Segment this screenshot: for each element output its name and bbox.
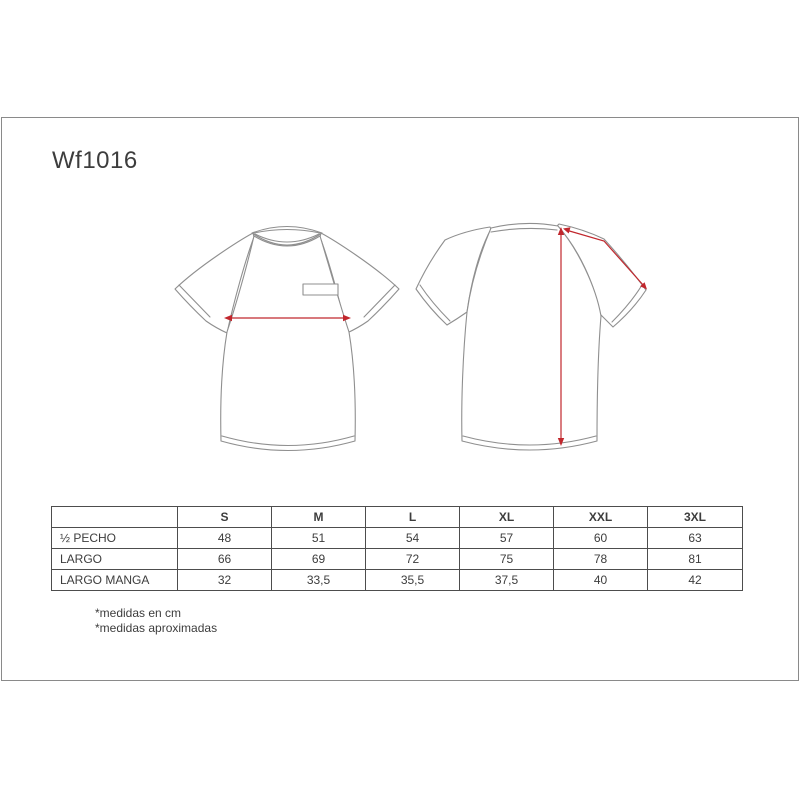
cell-value: 37,5 xyxy=(460,570,554,591)
row-label-half-chest: ½ PECHO xyxy=(52,528,178,549)
cell-value: 54 xyxy=(366,528,460,549)
cell-value: 66 xyxy=(178,549,272,570)
footnote-units: *medidas en cm xyxy=(95,606,182,620)
cell-value: 57 xyxy=(460,528,554,549)
cell-value: 48 xyxy=(178,528,272,549)
product-code-title: Wf1016 xyxy=(52,147,138,174)
size-column-header-m: M xyxy=(272,507,366,528)
cell-value: 63 xyxy=(648,528,743,549)
front-tshirt-drawing xyxy=(175,227,399,451)
table-corner-cell xyxy=(52,507,178,528)
size-table-container xyxy=(51,506,743,591)
cell-value: 69 xyxy=(272,549,366,570)
cell-value: 40 xyxy=(554,570,648,591)
chest-pocket xyxy=(303,284,338,295)
row-label-sleeve-length: LARGO MANGA xyxy=(52,570,178,591)
size-table-header-row xyxy=(52,507,743,528)
size-column-header-xl: XL xyxy=(460,507,554,528)
cell-value: 51 xyxy=(272,528,366,549)
size-column-header-3xl: 3XL xyxy=(648,507,743,528)
footnote-approx: *medidas aproximadas xyxy=(95,621,218,635)
cell-value: 81 xyxy=(648,549,743,570)
cell-value: 32 xyxy=(178,570,272,591)
row-label-length: LARGO xyxy=(52,549,178,570)
footnotes xyxy=(95,606,217,636)
table-row-length xyxy=(52,549,743,570)
cell-value: 33,5 xyxy=(272,570,366,591)
size-column-header-xxl: XXL xyxy=(554,507,648,528)
table-row-sleeve-length xyxy=(52,570,743,591)
cell-value: 35,5 xyxy=(366,570,460,591)
size-column-header-s: S xyxy=(178,507,272,528)
cell-value: 78 xyxy=(554,549,648,570)
cell-value: 42 xyxy=(648,570,743,591)
cell-value: 75 xyxy=(460,549,554,570)
table-row-half-chest xyxy=(52,528,743,549)
cell-value: 60 xyxy=(554,528,648,549)
garment-drawings xyxy=(0,190,800,470)
size-table xyxy=(51,506,743,591)
cell-value: 72 xyxy=(366,549,460,570)
back-tshirt-drawing xyxy=(416,223,646,450)
size-column-header-l: L xyxy=(366,507,460,528)
